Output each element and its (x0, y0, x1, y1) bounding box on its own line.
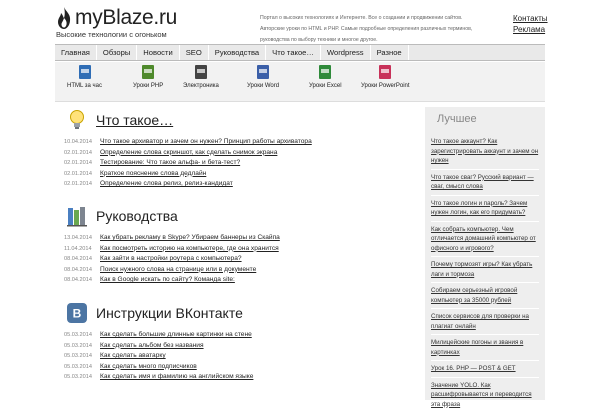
entry-date: 05.03.2014 (64, 341, 100, 352)
sidebar-item[interactable]: Значение YOLO. Как расшифровывается и переводится эта фраза (431, 378, 539, 413)
book-icon (79, 65, 91, 79)
book-icon (379, 65, 391, 79)
entry-date: 02.01.2014 (64, 158, 100, 169)
entry-date: 05.03.2014 (64, 330, 100, 341)
list-item (64, 158, 312, 169)
list-item (64, 351, 253, 362)
nav-item-what-is[interactable]: Что такое… (266, 45, 321, 60)
section-entries (64, 137, 312, 190)
list-item (64, 265, 280, 276)
lesson-label: Уроки PHP (133, 83, 163, 89)
section-title-link[interactable]: Руководства (96, 208, 178, 224)
list-item (64, 169, 312, 180)
entry-date: 10.04.2014 (64, 137, 100, 148)
lesson-html[interactable] (67, 65, 102, 89)
flame-icon (56, 6, 72, 30)
sidebar-item[interactable]: Милицейские погоны и звания в картинках (431, 335, 539, 361)
sidebar-item[interactable]: Что такое сваг? Русский вариант — сваг, смысл слова (431, 170, 539, 196)
lessons-nav (55, 62, 545, 102)
sidebar-item[interactable]: Что такое аккаунт? Как зарегистрировать аккаунт и зачем он нужен (431, 134, 539, 170)
tagline: Высокие технологии с огоньком (56, 30, 167, 39)
entry-link[interactable]: Как зайти в настройки роутера с компьютера? (100, 254, 242, 265)
section-entries (64, 233, 280, 286)
entry-link[interactable]: Поиск нужного слова на странице или в документе (100, 265, 256, 276)
entry-date: 11.04.2014 (64, 244, 100, 255)
entry-date: 08.04.2014 (64, 275, 100, 286)
list-item (64, 179, 312, 190)
entry-link[interactable]: Как в Google искать по сайту? Команда site: (100, 275, 235, 286)
sidebar-list (431, 134, 539, 413)
section-title[interactable] (96, 208, 178, 224)
entry-link[interactable]: Тестирование: Что такое альфа- и бета-тест? (100, 158, 240, 169)
entry-date: 02.01.2014 (64, 148, 100, 159)
entry-date: 13.04.2014 (64, 233, 100, 244)
entry-link[interactable]: Как сделать большие длинные картинки на стене (100, 330, 252, 341)
sidebar-item[interactable]: Почему тормозят игры? Как убрать лаги и тормоза (431, 257, 539, 283)
list-item (64, 254, 280, 265)
lesson-electronics[interactable] (183, 65, 219, 89)
sidebar-best (425, 107, 545, 400)
list-item (64, 275, 280, 286)
entry-date: 05.03.2014 (64, 362, 100, 373)
entry-date: 05.03.2014 (64, 351, 100, 362)
list-item (64, 233, 280, 244)
entry-link[interactable]: Как сделать альбом без названия (100, 341, 204, 352)
site-header (0, 0, 600, 42)
lesson-powerpoint[interactable] (361, 65, 410, 89)
lesson-label: Уроки PowerPoint (361, 83, 410, 89)
lesson-label: Электроника (183, 83, 219, 89)
nav-item-wordpress[interactable]: Wordpress (321, 45, 371, 60)
lesson-excel[interactable] (309, 65, 342, 89)
entry-date: 02.01.2014 (64, 179, 100, 190)
vk-icon (66, 302, 88, 324)
ads-link[interactable]: Реклама (513, 24, 548, 35)
list-item (64, 148, 312, 159)
book-icon (142, 65, 154, 79)
svg-text:B: B (73, 307, 82, 321)
lesson-label: Уроки Excel (309, 83, 342, 89)
nav-item-reviews[interactable]: Обзоры (97, 45, 137, 60)
list-item (64, 362, 253, 373)
contacts-link[interactable]: Контакты (513, 13, 548, 24)
sidebar-item[interactable]: Что такое логин и пароль? Зачем нужен логин, как его придумать? (431, 196, 539, 222)
book-icon (319, 65, 331, 79)
sidebar-item[interactable]: Урок 16. PHP — POST & GET (431, 361, 539, 378)
sidebar-item[interactable]: Как собрать компьютер. Чем отличается домашний компьютер от офисного и игрового? (431, 222, 539, 258)
book-icon (195, 65, 207, 79)
section-title-link[interactable]: Что такое… (96, 112, 173, 128)
lesson-label: HTML за час (67, 83, 102, 89)
entry-link[interactable]: Что такое архиватор и зачем он нужен? Принцип работы архиватора (100, 137, 312, 148)
entry-link[interactable]: Как сделать имя и фамилию на английском языке (100, 372, 253, 383)
top-links (513, 13, 548, 35)
nav-item-guides[interactable]: Руководства (209, 45, 266, 60)
entry-date: 02.01.2014 (64, 169, 100, 180)
lightbulb-icon (66, 108, 88, 130)
entry-link[interactable]: Как убрать рекламу в Skype? Убираем баннеры из Скайпа (100, 233, 280, 244)
section-title-link[interactable]: Инструкции ВКонтакте (96, 305, 243, 321)
logo[interactable] (56, 6, 177, 30)
entry-link[interactable]: Как посмотреть историю на компьютере, где она хранится (100, 244, 279, 255)
nav-item-news[interactable]: Новости (137, 45, 179, 60)
list-item (64, 137, 312, 148)
section-title[interactable] (96, 305, 243, 321)
entry-link[interactable]: Определение слова скриншот, как сделать снимок экрана (100, 148, 277, 159)
entry-link[interactable]: Как сделать аватарку (100, 351, 166, 362)
entry-link[interactable]: Как сделать много подписчиков (100, 362, 197, 373)
list-item (64, 244, 280, 255)
nav-item-misc[interactable]: Разное (371, 45, 409, 60)
nav-item-seo[interactable]: SEO (180, 45, 209, 60)
books-icon (66, 205, 88, 227)
list-item (64, 372, 253, 383)
lesson-word[interactable] (247, 65, 279, 89)
sidebar-item[interactable]: Собираем серьезный игровой компьютер за 35000 рублей (431, 283, 539, 309)
entry-date: 08.04.2014 (64, 254, 100, 265)
entry-date: 05.03.2014 (64, 372, 100, 383)
book-icon (257, 65, 269, 79)
section-title[interactable] (96, 112, 173, 128)
lesson-label: Уроки Word (247, 83, 279, 89)
nav-item-home[interactable]: Главная (55, 45, 97, 60)
list-item (64, 330, 253, 341)
entry-date: 08.04.2014 (64, 265, 100, 276)
lesson-php[interactable] (133, 65, 163, 89)
logo-text: myBlaze.ru (75, 6, 177, 30)
section-entries (64, 330, 253, 383)
site-description: Портал о высоких технологиях и Интернете. Все о создании и продвижении сайтов. Авторские уроки по HTML и PHP. Самые подробные определения различных терминов, руководства по выбору техники и многое другое. (260, 13, 480, 46)
sidebar-item[interactable]: Список сервисов для проверки на плагиат онлайн (431, 309, 539, 335)
list-item (64, 341, 253, 352)
entry-link[interactable]: Определение слова релиз, релиз-кандидат (100, 179, 233, 190)
main-nav (55, 44, 545, 61)
entry-link[interactable]: Краткое пояснение слова дедлайн (100, 169, 206, 180)
sidebar-title: Лучшее (437, 113, 477, 125)
